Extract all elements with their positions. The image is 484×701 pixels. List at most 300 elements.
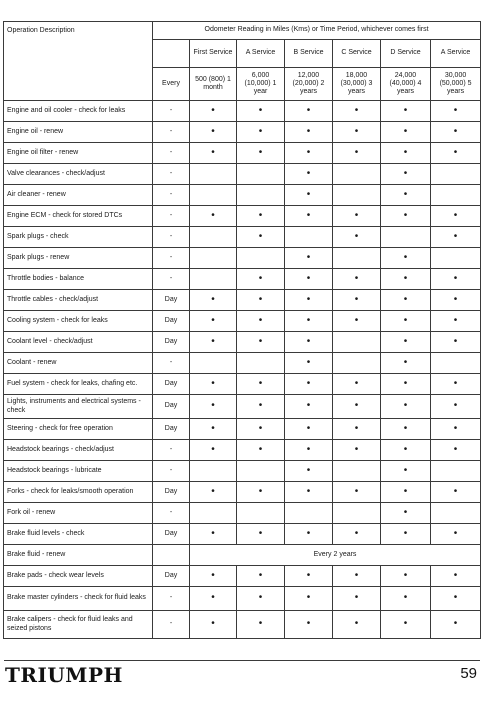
service-mark-cell (190, 587, 237, 611)
bullet-mark: • (306, 377, 311, 389)
service-mark-cell (237, 440, 285, 461)
service-mark-cell (333, 374, 381, 395)
every-cell (153, 545, 190, 566)
table-row (4, 185, 481, 206)
bullet-mark: • (354, 293, 359, 305)
service-mark-cell (190, 269, 237, 290)
service-mark-cell (381, 395, 431, 419)
service-mark-cell (237, 587, 285, 611)
operation-label: Throttle bodies - balance (4, 269, 153, 290)
bullet-mark: • (258, 618, 263, 630)
bullet-mark: • (258, 422, 263, 434)
service-mark-cell (333, 311, 381, 332)
service-mark-cell (237, 248, 285, 269)
operation-label: Throttle cables - check/adjust (4, 290, 153, 311)
service-mark-cell (333, 566, 381, 587)
service-mark-cell (285, 101, 333, 122)
service-mark-cell (431, 227, 481, 248)
operation-label: Air cleaner - renew (4, 185, 153, 206)
service-mark-cell (285, 122, 333, 143)
service-mark-cell (190, 461, 237, 482)
bullet-mark: • (403, 314, 408, 326)
service-mark-cell (333, 269, 381, 290)
operation-label: Brake pads - check wear levels (4, 566, 153, 587)
every-cell: - (153, 164, 190, 185)
bullet-mark: • (306, 527, 311, 539)
every-cell: Day (153, 419, 190, 440)
bullet-mark: • (306, 104, 311, 116)
service-mark-cell (237, 122, 285, 143)
bullet-mark: • (306, 335, 311, 347)
service-mark-cell (190, 248, 237, 269)
service-reading: 24,000 (40,000) 4 years (381, 68, 431, 101)
every-cell: Day (153, 524, 190, 545)
service-reading: 6,000 (10,000) 1 year (237, 68, 285, 101)
bullet-mark: • (211, 293, 215, 305)
service-mark-cell (381, 611, 431, 639)
bullet-mark: • (453, 422, 458, 434)
service-mark-cell (190, 332, 237, 353)
service-mark-cell (431, 311, 481, 332)
every-cell: - (153, 461, 190, 482)
service-reading: 12,000 (20,000) 2 years (285, 68, 333, 101)
footer-rule (4, 660, 480, 661)
every-cell: Day (153, 290, 190, 311)
operation-label: Spark plugs - renew (4, 248, 153, 269)
service-mark-cell (285, 419, 333, 440)
service-mark-cell (333, 395, 381, 419)
service-mark-cell (381, 227, 431, 248)
operation-label: Fork oil - renew (4, 503, 153, 524)
every-cell: Day (153, 374, 190, 395)
bullet-mark: • (403, 272, 408, 284)
bullet-mark: • (211, 485, 215, 497)
bullet-mark: • (354, 592, 359, 604)
bullet-mark: • (354, 272, 359, 284)
service-mark-cell (381, 311, 431, 332)
service-mark-cell (237, 290, 285, 311)
every-cell: - (153, 206, 190, 227)
bullet-mark: • (258, 485, 263, 497)
service-mark-cell (333, 482, 381, 503)
service-mark-cell (285, 164, 333, 185)
bullet-mark: • (453, 592, 458, 604)
table-row (4, 374, 481, 395)
every-cell: - (153, 122, 190, 143)
bullet-mark: • (306, 125, 311, 137)
bullet-mark: • (211, 146, 215, 158)
service-mark-cell (431, 461, 481, 482)
bullet-mark: • (354, 485, 359, 497)
operation-label: Engine and oil cooler - check for leaks (4, 101, 153, 122)
operation-label: Coolant level - check/adjust (4, 332, 153, 353)
every-cell: - (153, 611, 190, 639)
every-cell: - (153, 227, 190, 248)
service-mark-cell (190, 101, 237, 122)
bullet-mark: • (258, 272, 263, 284)
bullet-mark: • (258, 569, 263, 581)
bullet-mark: • (453, 209, 458, 221)
bullet-mark: • (306, 464, 311, 476)
table-row (4, 524, 481, 545)
bullet-mark: • (403, 527, 408, 539)
service-mark-cell (431, 164, 481, 185)
service-mark-cell (333, 185, 381, 206)
bullet-mark: • (258, 125, 263, 137)
bullet-mark: • (453, 377, 458, 389)
service-mark-cell (190, 374, 237, 395)
operation-label: Lights, instruments and electrical systems - check (4, 395, 153, 419)
service-mark-cell (285, 440, 333, 461)
operation-label: Engine oil filter - renew (4, 143, 153, 164)
table-row (4, 353, 481, 374)
service-mark-cell (333, 587, 381, 611)
every-cell: - (153, 185, 190, 206)
bullet-mark: • (403, 167, 408, 179)
service-mark-cell (381, 290, 431, 311)
service-mark-cell (190, 482, 237, 503)
operation-label: Engine ECM - check for stored DTCs (4, 206, 153, 227)
service-mark-cell (381, 248, 431, 269)
service-name: B Service (285, 40, 333, 68)
service-mark-cell (285, 269, 333, 290)
bullet-mark: • (453, 146, 458, 158)
table-row (4, 143, 481, 164)
service-mark-cell (190, 290, 237, 311)
service-mark-cell (381, 185, 431, 206)
table-row (4, 332, 481, 353)
bullet-mark: • (453, 527, 458, 539)
service-mark-cell (285, 332, 333, 353)
bullet-mark: • (453, 125, 458, 137)
service-reading: 500 (800) 1 month (190, 68, 237, 101)
bullet-mark: • (403, 485, 408, 497)
service-mark-cell (237, 566, 285, 587)
service-mark-cell (381, 587, 431, 611)
service-mark-cell (190, 395, 237, 419)
bullet-mark: • (258, 209, 263, 221)
bullet-mark: • (306, 314, 311, 326)
service-mark-cell (333, 332, 381, 353)
operation-label: Valve clearances - check/adjust (4, 164, 153, 185)
service-mark-cell (285, 248, 333, 269)
service-mark-cell (190, 419, 237, 440)
service-mark-cell (381, 269, 431, 290)
service-mark-cell (333, 353, 381, 374)
bullet-mark: • (211, 335, 215, 347)
bullet-mark: • (453, 293, 458, 305)
service-mark-cell (333, 206, 381, 227)
service-mark-cell (381, 164, 431, 185)
bullet-mark: • (258, 377, 263, 389)
bullet-mark: • (403, 293, 408, 305)
bullet-mark: • (211, 443, 215, 455)
service-mark-cell (333, 248, 381, 269)
service-mark-cell (237, 164, 285, 185)
service-name: C Service (333, 40, 381, 68)
service-mark-cell (431, 185, 481, 206)
service-mark-cell (431, 440, 481, 461)
service-mark-cell (190, 185, 237, 206)
table-row (4, 164, 481, 185)
every-cell: - (153, 587, 190, 611)
bullet-mark: • (306, 188, 311, 200)
every-cell: Day (153, 566, 190, 587)
service-mark-cell (381, 101, 431, 122)
service-mark-cell (381, 353, 431, 374)
service-name: D Service (381, 40, 431, 68)
bullet-mark: • (211, 527, 215, 539)
every-cell: - (153, 269, 190, 290)
bullet-mark: • (211, 400, 215, 412)
service-name: A Service (237, 40, 285, 68)
service-mark-cell (333, 290, 381, 311)
operation-description-header: Operation Description (4, 22, 153, 101)
bullet-mark: • (453, 104, 458, 116)
bullet-mark: • (403, 569, 408, 581)
service-mark-cell (285, 482, 333, 503)
service-mark-cell (285, 566, 333, 587)
service-mark-cell (431, 290, 481, 311)
service-mark-cell (431, 419, 481, 440)
table-row (4, 101, 481, 122)
bullet-mark: • (306, 422, 311, 434)
table-row (4, 503, 481, 524)
service-mark-cell (285, 395, 333, 419)
operation-label: Steering - check for free operation (4, 419, 153, 440)
service-mark-cell (333, 143, 381, 164)
bullet-mark: • (306, 443, 311, 455)
bullet-mark: • (306, 592, 311, 604)
odometer-caption: Odometer Reading in Miles (Kms) or Time Period, whichever comes first (153, 22, 481, 40)
bullet-mark: • (306, 272, 311, 284)
bullet-mark: • (354, 314, 359, 326)
operation-label: Headstock bearings - lubricate (4, 461, 153, 482)
service-mark-cell (431, 395, 481, 419)
bullet-mark: • (453, 272, 458, 284)
operation-label: Cooling system - check for leaks (4, 311, 153, 332)
table-row (4, 395, 481, 419)
bullet-mark: • (354, 569, 359, 581)
maintenance-schedule-table (3, 21, 481, 639)
service-mark-cell (237, 269, 285, 290)
service-mark-cell (381, 503, 431, 524)
bullet-mark: • (306, 618, 311, 630)
bullet-mark: • (453, 443, 458, 455)
service-mark-cell (237, 395, 285, 419)
service-mark-cell (190, 122, 237, 143)
service-mark-cell (190, 143, 237, 164)
service-mark-cell (431, 503, 481, 524)
bullet-mark: • (354, 527, 359, 539)
service-mark-cell (285, 461, 333, 482)
bullet-mark: • (211, 209, 215, 221)
bullet-mark: • (258, 230, 263, 242)
bullet-mark: • (306, 569, 311, 581)
service-mark-cell (285, 290, 333, 311)
bullet-mark: • (403, 356, 408, 368)
service-mark-cell (333, 461, 381, 482)
table-row (4, 566, 481, 587)
service-mark-cell (190, 611, 237, 639)
service-mark-cell (285, 311, 333, 332)
service-mark-cell (431, 524, 481, 545)
every-header-blank (153, 40, 190, 68)
bullet-mark: • (306, 251, 311, 263)
every-cell: - (153, 101, 190, 122)
page-number: 59 (460, 665, 477, 682)
service-mark-cell (190, 353, 237, 374)
operation-label: Fuel system - check for leaks, chafing etc. (4, 374, 153, 395)
service-mark-cell (285, 503, 333, 524)
bullet-mark: • (354, 618, 359, 630)
service-mark-cell (237, 101, 285, 122)
service-mark-cell (237, 461, 285, 482)
every-cell: - (153, 143, 190, 164)
bullet-mark: • (403, 422, 408, 434)
service-mark-cell (381, 440, 431, 461)
service-mark-cell (381, 524, 431, 545)
every-cell: Day (153, 311, 190, 332)
service-mark-cell (190, 227, 237, 248)
bullet-mark: • (403, 251, 408, 263)
service-mark-cell (237, 374, 285, 395)
service-mark-cell (237, 227, 285, 248)
service-mark-cell (237, 185, 285, 206)
bullet-mark: • (403, 506, 408, 518)
service-name: A Service (431, 40, 481, 68)
bullet-mark: • (258, 527, 263, 539)
bullet-mark: • (453, 485, 458, 497)
service-mark-cell (431, 101, 481, 122)
bullet-mark: • (211, 104, 215, 116)
service-mark-cell (333, 611, 381, 639)
every-cell: - (153, 353, 190, 374)
bullet-mark: • (403, 464, 408, 476)
service-mark-cell (237, 353, 285, 374)
bullet-mark: • (306, 293, 311, 305)
service-mark-cell (333, 227, 381, 248)
bullet-mark: • (306, 400, 311, 412)
table-row (4, 419, 481, 440)
every-cell: - (153, 503, 190, 524)
service-mark-cell (381, 461, 431, 482)
service-name: First Service (190, 40, 237, 68)
table-row (4, 545, 481, 566)
service-mark-cell (333, 164, 381, 185)
operation-label: Brake calipers - check for fluid leaks and seized pistons (4, 611, 153, 639)
service-mark-cell (333, 122, 381, 143)
every-label: Every (153, 68, 190, 101)
operation-label: Headstock bearings - check/adjust (4, 440, 153, 461)
service-mark-cell (431, 332, 481, 353)
bullet-mark: • (258, 400, 263, 412)
service-mark-cell (190, 206, 237, 227)
bullet-mark: • (453, 230, 458, 242)
bullet-mark: • (453, 618, 458, 630)
bullet-mark: • (354, 209, 359, 221)
service-mark-cell (333, 440, 381, 461)
service-mark-cell (431, 248, 481, 269)
service-mark-cell (237, 419, 285, 440)
bullet-mark: • (258, 443, 263, 455)
bullet-mark: • (453, 335, 458, 347)
service-mark-cell (333, 503, 381, 524)
bullet-mark: • (211, 125, 215, 137)
operation-label: Coolant - renew (4, 353, 153, 374)
service-mark-cell (431, 374, 481, 395)
bullet-mark: • (211, 592, 215, 604)
service-mark-cell (190, 311, 237, 332)
bullet-mark: • (403, 146, 408, 158)
table-row (4, 206, 481, 227)
table-row (4, 227, 481, 248)
bullet-mark: • (258, 293, 263, 305)
bullet-mark: • (258, 104, 263, 116)
service-mark-cell (431, 587, 481, 611)
span-note: Every 2 years (190, 545, 481, 566)
service-mark-cell (285, 587, 333, 611)
service-mark-cell (285, 185, 333, 206)
service-mark-cell (285, 524, 333, 545)
bullet-mark: • (211, 618, 215, 630)
bullet-mark: • (354, 400, 359, 412)
operation-label: Engine oil - renew (4, 122, 153, 143)
service-mark-cell (237, 311, 285, 332)
bullet-mark: • (354, 422, 359, 434)
service-mark-cell (431, 122, 481, 143)
table-row (4, 311, 481, 332)
triumph-logo: TRIUMPH (5, 663, 123, 687)
service-mark-cell (431, 353, 481, 374)
bullet-mark: • (211, 422, 215, 434)
service-mark-cell (431, 206, 481, 227)
every-cell: - (153, 248, 190, 269)
bullet-mark: • (258, 146, 263, 158)
service-mark-cell (431, 611, 481, 639)
service-mark-cell (285, 227, 333, 248)
every-cell: Day (153, 482, 190, 503)
bullet-mark: • (354, 443, 359, 455)
service-mark-cell (237, 143, 285, 164)
bullet-mark: • (306, 209, 311, 221)
service-mark-cell (381, 332, 431, 353)
service-reading: 18,000 (30,000) 3 years (333, 68, 381, 101)
bullet-mark: • (354, 125, 359, 137)
bullet-mark: • (403, 592, 408, 604)
bullet-mark: • (453, 569, 458, 581)
service-mark-cell (237, 206, 285, 227)
service-mark-cell (333, 419, 381, 440)
service-mark-cell (431, 482, 481, 503)
bullet-mark: • (403, 104, 408, 116)
operation-label: Forks - check for leaks/smooth operation (4, 482, 153, 503)
bullet-mark: • (354, 104, 359, 116)
service-mark-cell (285, 353, 333, 374)
service-mark-cell (190, 524, 237, 545)
bullet-mark: • (403, 209, 408, 221)
bullet-mark: • (453, 314, 458, 326)
service-mark-cell (190, 503, 237, 524)
table-row (4, 269, 481, 290)
bullet-mark: • (354, 377, 359, 389)
every-cell: Day (153, 395, 190, 419)
table-row (4, 482, 481, 503)
bullet-mark: • (354, 146, 359, 158)
bullet-mark: • (306, 146, 311, 158)
operation-label: Brake master cylinders - check for fluid leaks (4, 587, 153, 611)
table-row (4, 461, 481, 482)
